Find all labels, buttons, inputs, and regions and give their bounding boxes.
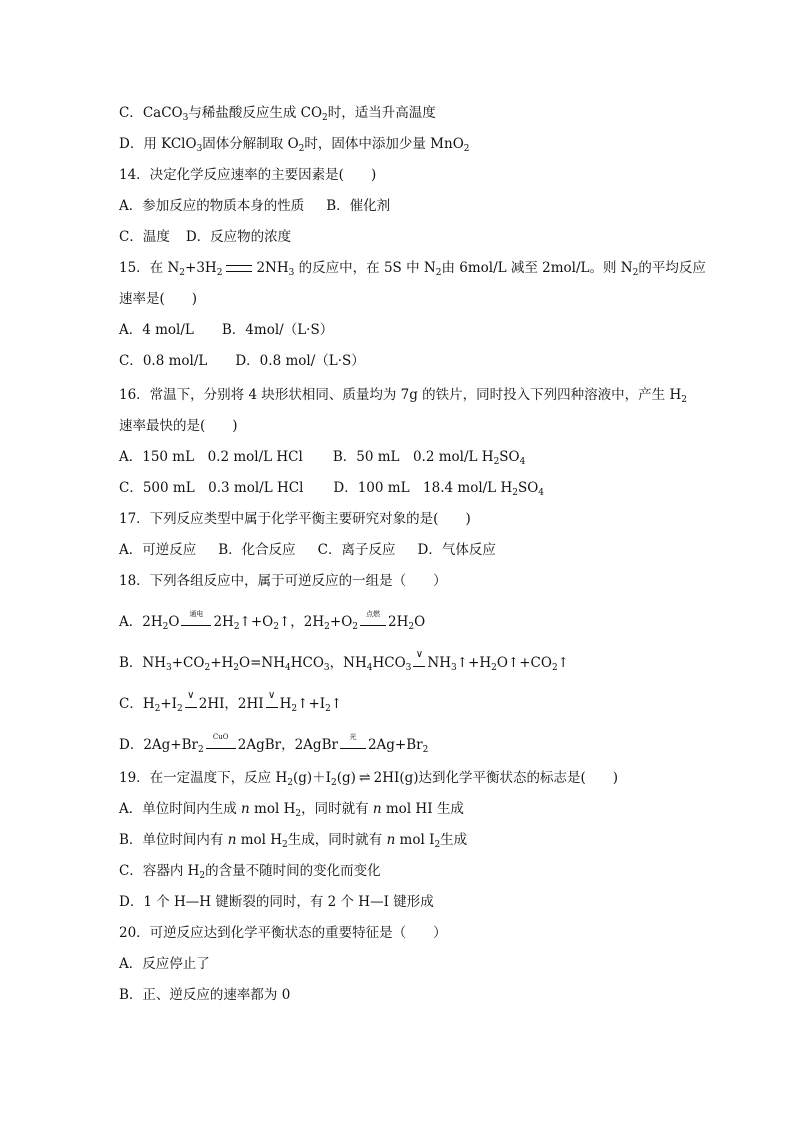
q14-stem: 14．决定化学反应速率的主要因素是( ) [119,167,377,183]
q16-options-ab [119,447,719,467]
q16-option-b: B．50 mL 0.2 mol/L $H_2SO_4$ [332,449,526,467]
q17-option-c: C．离子反应 [317,542,396,558]
q19-option-b: B．单位时间内有 n mol $H_2$生成，同时就有 n mol $I_2$生成 [119,832,468,850]
q20-stem: 20．可逆反应达到化学平衡状态的重要特征是（ ） [119,925,447,941]
q13-option-d: D．用 KClO$_3$固体分解制取 $O_2$时，固体中添加少量 MnO$_2$ [119,136,470,154]
q19-option-d: D．1 个 H—H 键断裂的同时，有 2 个 H—I 键形成 [119,894,434,910]
equilibrium-arrow-icon: ⇌ [358,770,371,786]
q14-option-d: D．反应物的浓度 [185,229,292,245]
q17-options [119,540,719,560]
reaction-arrow-icon: 光 [340,739,366,749]
q14-options-cd [119,227,719,247]
reaction-arrow-icon: CuO [206,739,236,749]
q20-option-b: B．正、逆反应的速率都为 0 [119,987,291,1003]
q15-options-cd [119,351,719,371]
q17-stem: 17．下列反应类型中属于化学平衡主要研究对象的是( ) [119,511,471,527]
reaction-arrow-icon: 点燃 [360,616,386,626]
heat-arrow-icon: ∨ [185,698,197,708]
q13-option-c: C．CaCO$_3$与稀盐酸反应生成 $CO_2$时，适当升高温度 [119,105,436,123]
equals-sign-icon [226,265,252,272]
q16-option-a: A．150 mL 0.2 mol/L HCl [119,449,303,465]
q16-option-c: C．500 mL 0.3 mol/L HCl [119,480,304,496]
q14-options-ab [119,196,719,216]
q16-options-cd [119,478,719,498]
q16-option-d: D．100 mL 18.4 mol/L $H_2SO_4$ [333,480,545,498]
q14-option-c: C．温度 [119,229,170,245]
q19-stem: 19．在一定温度下，反应 $H_2(g)+I_2(g)$ ⇌ 2HI(g)达到化学平衡状态的标志是( ) [119,770,619,788]
q19-option-a: A．单位时间内生成 n mol $H_2$，同时就有 n mol HI 生成 [119,801,464,819]
q18-option-d: D．$2Ag+Br_2$ CuO 2AgBr，2AgBr 光 $2Ag+Br_2$ [119,733,429,755]
q15-option-d: D．0.8 mol/（L·S） [235,353,365,369]
q15-stem-line2: 速率是( ) [119,291,198,307]
q17-option-d: D．气体反应 [417,542,496,558]
heat-arrow-icon: ∨ [413,657,425,667]
q15-option-b: B．4mol/（L·S） [221,322,334,338]
heat-arrow-icon: ∨ [266,698,278,708]
q15-option-c: C．0.8 mol/L [119,353,208,369]
q18-option-b: B．$NH_3+CO_2+H_2O=NH_4HCO_3$，$NH_4HCO_3$ ∨ $NH_3↑+H_2O↑+CO_2↑$ [119,649,569,673]
reaction-arrow-icon: 通电 [181,616,211,626]
q18-option-a: A．$2H_2O$ 通电 $2H_2↑+O_2↑$，$2H_2+O_2$ 点燃 $2H_2O$ [119,610,426,632]
q15-stem: 15．在 $N_2+3H_2$ $2NH_3$ 的反应中，在 5S 中 $N_2$由 6mol/L 减至 2mol/L。则 $N_2$的平均反应 [119,260,706,278]
q19-option-c: C．容器内 $H_2$的含量不随时间的变化而变化 [119,863,381,881]
q20-option-a: A．反应停止了 [119,956,210,972]
q14-option-a: A．参加反应的物质本身的性质 [119,198,305,214]
q17-option-a: A．可逆反应 [119,542,197,558]
q17-option-b: B．化合反应 [218,542,296,558]
q14-option-b: B．催化剂 [326,198,391,214]
q16-stem: 16．常温下，分别将 4 块形状相同、质量均为 7g 的铁片，同时投入下列四种溶液中，产生 $H_2$ [119,387,687,405]
q15-option-a: A．4 mol/L [119,322,194,338]
q18-option-c: C．$H_2+I_2$ ∨ 2HI，2HI ∨ $H_2↑+I_2↑$ [119,690,343,714]
q15-options-ab [119,320,719,340]
q16-stem-line2: 速率最快的是( ) [119,418,238,434]
q18-stem: 18．下列各组反应中，属于可逆反应的一组是（ ） [119,573,447,589]
